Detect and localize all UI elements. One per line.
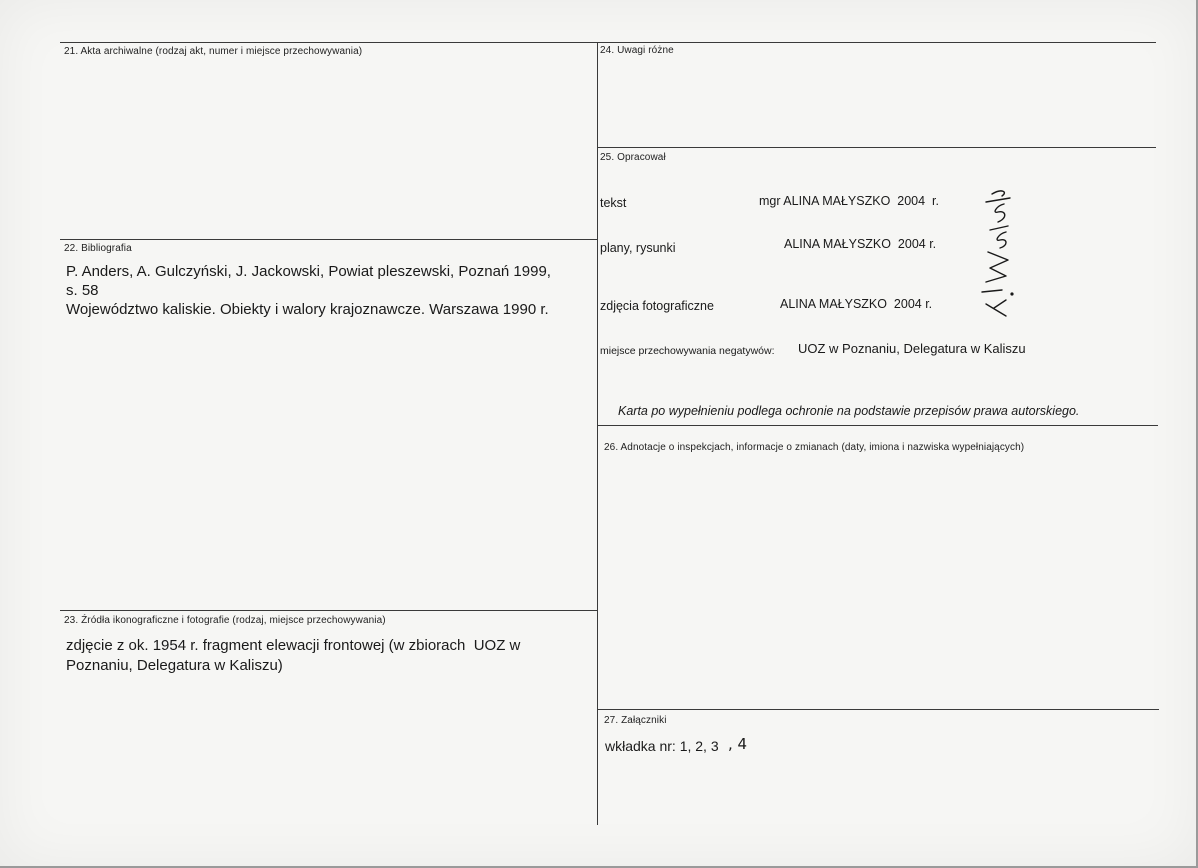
author-row-plans-key: plany, rysunki <box>600 241 676 255</box>
negatives-storage-value: UOZ w Poznaniu, Delegatura w Kaliszu <box>798 341 1026 356</box>
bibliography-line-3: Województwo kaliskie. Obiekty i walory krajoznawcze. Warszawa 1990 r. <box>66 301 549 318</box>
iconography-line-1: zdjęcie z ok. 1954 r. fragment elewacji frontowej (w zbiorach UOZ w <box>66 637 521 654</box>
author-row-text-key: tekst <box>600 196 627 210</box>
section-22-label: 22. Bibliografia <box>64 243 132 254</box>
section-21-label: 21. Akta archiwalne (rodzaj akt, numer i miejsce przechowywania) <box>64 46 363 57</box>
author-row-photos-value: ALINA MAŁYSZKO 2004 r. <box>780 297 933 311</box>
bibliography-line-2: s. 58 <box>66 282 99 299</box>
iconography-line-2: Poznaniu, Delegatura w Kaliszu) <box>66 657 283 674</box>
section-27-label: 27. Załączniki <box>604 715 667 726</box>
section-24-label: 24. Uwagi różne <box>600 45 674 56</box>
column-divider <box>597 42 598 825</box>
attachments-handwritten: , 4 <box>728 735 748 753</box>
author-signature <box>972 186 1022 318</box>
bibliography-line-1: P. Anders, A. Gulczyński, J. Jackowski, Powiat pleszewski, Poznań 1999, <box>66 263 551 280</box>
rule-25 <box>597 147 1156 148</box>
top-rule <box>60 42 1156 43</box>
section-23-label: 23. Źródła ikonograficzne i fotografie (rodzaj, miejsce przechowywania) <box>64 615 386 626</box>
author-row-text-value: mgr ALINA MAŁYSZKO 2004 r. <box>759 194 939 208</box>
author-row-plans-value: ALINA MAŁYSZKO 2004 r. <box>784 237 937 251</box>
section-26-label: 26. Adnotacje o inspekcjach, informacje o zmianach (daty, imiona i nazwiska wypełniających) <box>604 442 1025 453</box>
rule-23 <box>60 610 597 611</box>
author-row-photos-key: zdjęcia fotograficzne <box>600 299 714 313</box>
rule-27 <box>597 709 1159 710</box>
attachments-printed: wkładka nr: 1, 2, 3 <box>605 738 719 754</box>
rule-22 <box>60 239 597 240</box>
copyright-notice: Karta po wypełnieniu podlega ochronie na podstawie przepisów prawa autorskiego. <box>618 404 1080 418</box>
rule-26 <box>597 425 1158 426</box>
negatives-storage-label: miejsce przechowywania negatywów: <box>600 345 775 357</box>
section-25-label: 25. Opracował <box>600 152 666 163</box>
